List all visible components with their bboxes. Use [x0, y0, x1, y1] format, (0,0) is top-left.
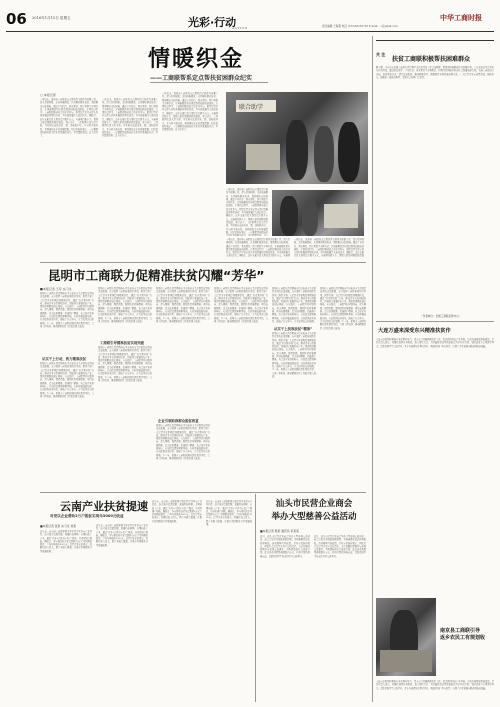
- paper-name: 中华工商时报: [440, 14, 482, 22]
- sidebar-photo-caption: 南京县工商联引导 返乡农民工有规划收: [440, 628, 486, 641]
- bottom-left-headline: 云南产业扶贫提速: [60, 500, 148, 513]
- date-line: 2016年1月15日 星期五: [32, 16, 71, 20]
- bottom-left-byline: ■本报记者 张某 实习生 刘某: [40, 524, 77, 528]
- lead-column-2: 一直以来，贵州省工商联将定点帮扶织金县作为重要工作，深入贫困村组，走访困难群众，认真倾听群众诉求，帮助解决实际困难。通过产业扶持、教育帮扶、医疗救助等多种方式，让困难群众切实感受到党和政府的温暖。在帮扶过程中，工商联积极动员会员企业参与，组织民营企业家深入乡村开展结对帮扶活动，为当地发展注入新的活力。据统计，近年来累计投入帮扶资金数千万元，实施项目数十个，帮助大批贫困群众脱贫致富。春节前夕，工作组再次深入织金县，为贫困家庭送去米、面、油和慰问金，并与村干部座谈，共同谋划来年的发展思路。村民们纷纷表示，一定要把党和政府的关怀化作发展的动力，早日摆脱贫困，过上好日子。: [102, 98, 158, 138]
- editor-line: 责任编辑 王海燕 电话 (010)58252795 E-mail: ···@gmail.com: [322, 25, 398, 28]
- lead-photo-main: [226, 92, 368, 184]
- photo-sign-text: 联合助学: [239, 104, 264, 111]
- middle-col-3: 昆明市工商联认真贯彻落实中央和省市关于脱贫攻坚的决策部署，充分发挥工商联桥梁纽带作用，组织引导广大民营企业积极投身精准扶贫。通过“百企帮百村”行动，推动企业与贫困村结对，因地制宜发展特色产业，帮助贫困群众稳定增收。在实践中，工商联坚持问题导向，深入调研，摸清底数，做到扶贫对象精准、项目安排精准、资金使用精准、措施到户精准。各会员企业纷纷响应，有的投资建设种植基地，有的开展技能培训，有的提供就业岗位，形成了多元参与、合力攻坚的良好局面。下一步，昆明市工商联将继续深化帮扶举措，完善工作机制，推动精准扶贫工作取得更大成效。: [156, 287, 210, 323]
- middle-subhead-2: 工商联引导精准扶贫实现突破: [100, 341, 145, 345]
- masthead-rule: [6, 31, 494, 32]
- lead-column-1: 一直以来，贵州省工商联将定点帮扶织金县作为重要工作，深入贫困村组，走访困难群众，认真倾听群众诉求，帮助解决实际困难。通过产业扶持、教育帮扶、医疗救助等多种方式，让困难群众切实感受到党和政府的温暖。在帮扶过程中，工商联积极动员会员企业参与，组织民营企业家深入乡村开展结对帮扶活动，为当地发展注入新的活力。据统计，近年来累计投入帮扶资金数千万元，实施项目数十个，帮助大批贫困群众脱贫致富。春节前夕，工作组再次深入织金县，为贫困家庭送去米、面、油和慰问金，并与村干部座谈，共同谋划来年的发展思路。村民们纷纷表示，一定要把党和政府的关怀化作发展的动力，早日摆脱贫困，过上好日子。: [40, 98, 98, 138]
- sidebar-story1-footer: （作者单位：全国工商联宣教中心）: [420, 315, 462, 318]
- sidebar-story1-body: 据了解，今年以来各级工商联认真贯彻中央扶贫开发工作会议精神，把帮助困难群众作为重要任务，广泛动员民营企业参与扶贫开发，通过捐资助学、产业扶持、就业帮扶等多种形式，积极为贫困地区经济社会发展贡献力量。各地工商联结合实际，创新帮扶方式，建立长效机制，推动精准扶贫、精准脱贫各项措施落到实处。广大民营企业家热情高涨，踊跃参与，涌现出一批先进典型，受到社会各界广泛好评。: [376, 66, 494, 79]
- bottom-left-col-4: 近年来，云南省工商联积极引导民营企业参与产业扶贫，结合地方资源禀赋，发展特色种植、养殖和加工产业，通过“企业+合作社+农户”模式，带动贫困户增收。据统计，参与帮扶的企业已帮助2万余户贫困群众脱贫，户均年增收约3000元。民营企业家们表示，将继续加大投入，把产业做大做强，让更多贫困群众分享发展成果。: [206, 500, 252, 527]
- section-subtitle: ACTION: [232, 26, 248, 30]
- bottom-right-col-2: 近日，汕头市民营企业商会举办大型慈善公益活动，商会会员企业踊跃捐款捐物，为困难群众送去新春祝福。活动现场气氛热烈，企业家们纷纷表示，回报社会是民营企业应尽的责任，今后将继续积极参与慈善公益事业，为构建和谐社会贡献力量。此次活动共募集善款数百万元，将用于帮扶困难家庭、资助贫困学生和支持社区公益项目。: [314, 535, 366, 558]
- middle-headline: 昆明市工商联力促精准扶贫闪耀“芳华”: [48, 268, 265, 283]
- bottom-right-divider: [255, 494, 256, 702]
- middle-col-1: 昆明市工商联认真贯彻落实中央和省市关于脱贫攻坚的决策部署，充分发挥工商联桥梁纽带作用，组织引导广大民营企业积极投身精准扶贫。通过“百企帮百村”行动，推动企业与贫困村结对，因地制宜发展特色产业，帮助贫困群众稳定增收。在实践中，工商联坚持问题导向，深入调研，摸清底数，做到扶贫对象精准、项目安排精准、资金使用精准、措施到户精准。各会员企业纷纷响应，有的投资建设种植基地，有的开展技能培训，有的提供就业岗位，形成了多元参与、合力攻坚的良好局面。下一步，昆明市工商联将继续深化帮扶举措，完善工作机制，推动精准扶贫工作取得更大成效。: [40, 292, 94, 328]
- bottom-right-headline: 汕头市民营企业商会 举办大型慈善公益活动: [271, 499, 357, 522]
- middle-col-5b: 昆明市工商联认真贯彻落实中央和省市关于脱贫攻坚的决策部署，充分发挥工商联桥梁纽带作用，组织引导广大民营企业积极投身精准扶贫。通过“百企帮百村”行动，推动企业与贫困村结对，因地制宜发展特色产业，帮助贫困群众稳定增收。在实践中，工商联坚持问题导向，深入调研，摸清底数，做到扶贫对象精准、项目安排精准、资金使用精准、措施到户精准。各会员企业纷纷响应，有的投资建设种植基地，有的开展技能培训，有的提供就业岗位，形成了多元参与、合力攻坚的良好局面。下一步，昆明市工商联将继续深化帮扶举措，完善工作机制，推动精准扶贫工作取得更大成效。: [272, 332, 316, 378]
- middle-col-6: 昆明市工商联认真贯彻落实中央和省市关于脱贫攻坚的决策部署，充分发挥工商联桥梁纽带作用，组织引导广大民营企业积极投身精准扶贫。通过“百企帮百村”行动，推动企业与贫困村结对，因地制宜发展特色产业，帮助贫困群众稳定增收。在实践中，工商联坚持问题导向，深入调研，摸清底数，做到扶贫对象精准、项目安排精准、资金使用精准、措施到户精准。各会员企业纷纷响应，有的投资建设种植基地，有的开展技能培训，有的提供就业岗位，形成了多元参与、合力攻坚的良好局面。下一步，昆明市工商联将继续深化帮扶举措，完善工作机制，推动精准扶贫工作取得更大成效。: [320, 287, 366, 330]
- lead-byline: □ 本报记者: [40, 93, 56, 97]
- lead-photo-second: [272, 190, 364, 236]
- middle-col-2: 昆明市工商联认真贯彻落实中央和省市关于脱贫攻坚的决策部署，充分发挥工商联桥梁纽带作用，组织引导广大民营企业积极投身精准扶贫。通过“百企帮百村”行动，推动企业与贫困村结对，因地制宜发展特色产业，帮助贫困群众稳定增收。在实践中，工商联坚持问题导向，深入调研，摸清底数，做到扶贫对象精准、项目安排精准、资金使用精准、措施到户精准。各会员企业纷纷响应，有的投资建设种植基地，有的开展技能培训，有的提供就业岗位，形成了多元参与、合力攻坚的良好局面。下一步，昆明市工商联将继续深化帮扶举措，完善工作机制，推动精准扶贫工作取得更大成效。: [98, 287, 152, 323]
- sidebar-tag: [376, 40, 494, 57]
- middle-subhead-3: 企业引领助推群众脱贫致富: [158, 419, 199, 423]
- bottom-rule: [40, 492, 366, 493]
- lead-subhead: ——工商联帮系定点帮扶贫困群众纪实: [150, 75, 253, 82]
- middle-subhead-4: 从实干上找准扶贫“精准”: [274, 327, 313, 331]
- middle-col-5: 昆明市工商联认真贯彻落实中央和省市关于脱贫攻坚的决策部署，充分发挥工商联桥梁纽带作用，组织引导广大民营企业积极投身精准扶贫。通过“百企帮百村”行动，推动企业与贫困村结对，因地制宜发展特色产业，帮助贫困群众稳定增收。在实践中，工商联坚持问题导向，深入调研，摸清底数，做到扶贫对象精准、项目安排精准、资金使用精准、措施到户精准。各会员企业纷纷响应，有的投资建设种植基地，有的开展技能培训，有的提供就业岗位，形成了多元参与、合力攻坚的良好局面。: [272, 287, 316, 323]
- bottom-left-col-2: 近年来，云南省工商联积极引导民营企业参与产业扶贫，结合地方资源禀赋，发展特色种植、养殖和加工产业，通过“企业+合作社+农户”模式，带动贫困户增收。据统计，参与帮扶的企业已帮助2万余户贫困群众脱贫，户均年增收约3000元。民营企业家们表示，将继续加大投入，把产业做大做强，让更多贫困群众分享发展成果。: [96, 524, 148, 547]
- middle-top-rule: [40, 262, 366, 263]
- lead-column-4: 一直以来，贵州省工商联将定点帮扶织金县作为重要工作，深入贫困村组，走访困难群众，认真倾听群众诉求，帮助解决实际困难。通过产业扶持、教育帮扶、医疗救助等多种方式，让困难群众切实感受到党和政府的温暖。在帮扶过程中，工商联积极动员会员企业参与，组织民营企业家深入乡村开展结对帮扶活动，为当地发展注入新的活力。据统计，近年来累计投入帮扶资金数千万元，实施项目数十个，帮助大批贫困群众脱贫致富。春节前夕，工作组再次深入织金县，为贫困家庭送去米、面、油和慰问金，并与村干部座谈，共同谋划来年的发展思路。村民们纷纷表示，一定要把党和政府的关怀化作发展的动力，早日摆脱贫困，过上: [226, 188, 268, 236]
- middle-byline: ■本报记者 王有 实习生: [40, 287, 72, 291]
- sidebar-divider: [372, 36, 373, 702]
- section-title: 光彩·行动: [188, 16, 237, 29]
- lead-column-5: 一直以来，贵州省工商联将定点帮扶织金县作为重要工作，深入贫困村组，走访困难群众，认真倾听群众诉求，帮助解决实际困难。通过产业扶持、教育帮扶、医疗救助等多种方式，让困难群众切实感受到党和政府的温暖。在帮扶过程中，工商联积极动员会员企业参与，组织民营企业家深入乡村开展结对帮扶活动，为当地发展注入新的活力。据统计，近年来累计投入帮扶资金数千万元，实施项: [226, 238, 290, 258]
- bottom-left-subhead: 对党以企业帮助2万户脱贫实现年3000元收益: [50, 514, 124, 518]
- middle-subhead-1: 从实干上行动，致力精准扶贫: [42, 357, 87, 361]
- bottom-left-col-1: 近年来，云南省工商联积极引导民营企业参与产业扶贫，结合地方资源禀赋，发展特色种植、养殖和加工产业，通过“企业+合作社+农户”模式，带动贫困户增收。据统计，参与帮扶的企业已帮助2万余户贫困群众脱贫，户均年增收约3000元。民营企业家们表示，将继续加大投入，把产业做大做强，让更多贫困群众分享发展成果。: [40, 530, 92, 553]
- middle-col-3b: 昆明市工商联认真贯彻落实中央和省市关于脱贫攻坚的决策部署，充分发挥工商联桥梁纽带作用，组织引导广大民营企业积极投身精准扶贫。通过“百企帮百村”行动，推动企业与贫困村结对，因地制宜发展特色产业，帮助贫困群众稳定增收。在实践中，工商联坚持问题导向，深入调研，摸清底数，做到扶贫对象精准、项目安排精准、资金使用精准、措施到户精准。各会员企业纷纷响应，有的投资建设种植基地，有的开展技能培训，有的提供就业岗位，形成了多元参与、合力攻坚的良好局面。下一步，昆明市工商联将继续深化帮扶举措，完善工作机制，推动精准扶贫工作取得更大成效。: [156, 424, 210, 460]
- middle-col-1b: 昆明市工商联认真贯彻落实中央和省市关于脱贫攻坚的决策部署，充分发挥工商联桥梁纽带作用，组织引导广大民营企业积极投身精准扶贫。通过“百企帮百村”行动，推动企业与贫困村结对，因地制宜发展特色产业，帮助贫困群众稳定增收。在实践中，工商联坚持问题导向，深入调研，摸清底数，做到扶贫对象精准、项目安排精准、资金使用精准、措施到户精准。各会员企业纷纷响应，有的投资建设种植基地，有的开展技能培训，有的提供就业岗位，形成了多元参与、合力攻坚的良好局面。下一步，昆明市工商联将继续深化帮扶举措，完善工作机制，推动精准扶贫工作取得更大成效。: [40, 362, 94, 398]
- sidebar-story-rule: [376, 321, 494, 322]
- bottom-right-byline: ■本报记者 陈某 通讯员 李某某: [260, 529, 299, 533]
- lead-headline: 情暖织金: [148, 47, 245, 72]
- sidebar-story2-body: 大连万盛集团积极响应光彩事业号召，深入东兴开展精准扶贫工作，投资建设特色产业基地，带动当地群众增收致富。企业负责人表示，将继续发挥自身优势，加大帮扶力度，为打赢脱贫攻坚战贡献民营企业的力量。集团还设立专项助学基金，资助贫困学生完成学业，并在当地建设养殖合作社，吸纳贫困户参与经营，实现了企业发展与群众增收的双赢。: [376, 338, 494, 348]
- sidebar-tag-label: 关 注: [376, 52, 386, 57]
- lead-subhead-rule: [150, 82, 268, 83]
- middle-col-2b: 昆明市工商联认真贯彻落实中央和省市关于脱贫攻坚的决策部署，充分发挥工商联桥梁纽带作用，组织引导广大民营企业积极投身精准扶贫。通过“百企帮百村”行动，推动企业与贫困村结对，因地制宜发展特色产业，帮助贫困群众稳定增收。在实践中，工商联坚持问题导向，深入调研，摸清底数，做到扶贫对象精准、项目安排精准、资金使用精准、措施到户精准。各会员企业纷纷响应，有的投资建设种植基地，有的开展技能培训，有的提供就业岗位，形成了多元参与、合力攻坚的良好局面。下一步，昆明市工商联将继续深化帮扶举措，完善工作机制，推动精准扶贫工作取得更大成效。: [98, 346, 152, 382]
- lead-column-3: 一直以来，贵州省工商联将定点帮扶织金县作为重要工作，深入贫困村组，走访困难群众，认真倾听群众诉求，帮助解决实际困难。通过产业扶持、教育帮扶、医疗救助等多种方式，让困难群众切实感受到党和政府的温暖。在帮扶过程中，工商联积极动员会员企业参与，组织民营企业家深入乡村开展结对帮扶活动，为当地发展注入新的活力。据统计，近年来累计投入帮扶资金数千万元，实施项目数十个，帮助大批贫困群众脱贫致富。春节前夕，工作组再次深入织金县，为贫困家庭送去米、面、油和慰问金，并与村干部座谈，共同谋划来年的发展思路。村民们纷纷表示，一定要把党和政府的关怀化作发展的动力，早日摆脱贫困，过上好日子。: [162, 92, 218, 132]
- bottom-right-col-1: 近日，汕头市民营企业商会举办大型慈善公益活动，商会会员企业踊跃捐款捐物，为困难群众送去新春祝福。活动现场气氛热烈，企业家们纷纷表示，回报社会是民营企业应尽的责任，今后将继续积极参与慈善公益事业，为构建和谐社会贡献力量。此次活动共募集善款数百万元，将用于帮扶困难家庭、资助贫困学生和支持社区公益项目。: [260, 535, 310, 558]
- middle-col-4: 昆明市工商联认真贯彻落实中央和省市关于脱贫攻坚的决策部署，充分发挥工商联桥梁纽带作用，组织引导广大民营企业积极投身精准扶贫。通过“百企帮百村”行动，推动企业与贫困村结对，因地制宜发展特色产业，帮助贫困群众稳定增收。在实践中，工商联坚持问题导向，深入调研，摸清底数，做到扶贫对象精准、项目安排精准、资金使用精准、措施到户精准。各会员企业纷纷响应，有的投资建设种植基地，有的开展技能培训，有的提供就业岗位，形成了多元参与、合力攻坚的良好局面。下一步，昆明市工商联将继续深化帮扶举措，完善工作机制，推动精准扶贫工作取得更大成效。: [214, 287, 268, 323]
- page-number: 06: [6, 10, 27, 28]
- sidebar-photo: [376, 598, 436, 676]
- lead-column-6: 一直以来，贵州省工商联将定点帮扶织金县作为重要工作，深入贫困村组，走访困难群众，认真倾听群众诉求，帮助解决实际困难。通过产业扶持、教育帮扶、医疗救助等多种方式，让困难群众切实感受到党和政府的温暖。在帮扶过程中，工商联积极动员会员企业参与，组织民营企业家深入乡村开展结对帮扶活动，为当地发展注入新的活力。据统计，近年来累计投入帮扶资金数千万元，实施项目数十个，帮助大批贫困群众脱贫致: [294, 238, 364, 258]
- sidebar-story2-tail: 大连万盛集团积极响应光彩事业号召，深入东兴开展精准扶贫工作，投资建设特色产业基地，带动当地群众增收致富。企业负责人表示，将继续发挥自身优势，加大帮扶力度，为打赢脱贫攻坚战贡献民营企业的力量。集团还设立专项助学基金，资助贫困学生完成学业，并在当地建设养殖合作社，吸纳贫困户参与经营，实现了企业发展与群众增收的双赢。: [376, 680, 494, 690]
- bottom-left-col-3: 近年来，云南省工商联积极引导民营企业参与产业扶贫，结合地方资源禀赋，发展特色种植、养殖和加工产业，通过“企业+合作社+农户”模式，带动贫困户增收。据统计，参与帮扶的企业已帮助2万余户贫困群众脱贫，户均年增收约3000元。民营企业家们表示，将继续加大投入，把产业做大做强，让更多贫困群众分享发展成果。: [152, 500, 202, 523]
- sidebar-story1-title: 扶贫工商联积极帮扶困难群众: [392, 56, 471, 63]
- sidebar-story2-title: 大连万盛来深受东兴精准扶贫作: [378, 328, 451, 334]
- masthead: [0, 0, 500, 34]
